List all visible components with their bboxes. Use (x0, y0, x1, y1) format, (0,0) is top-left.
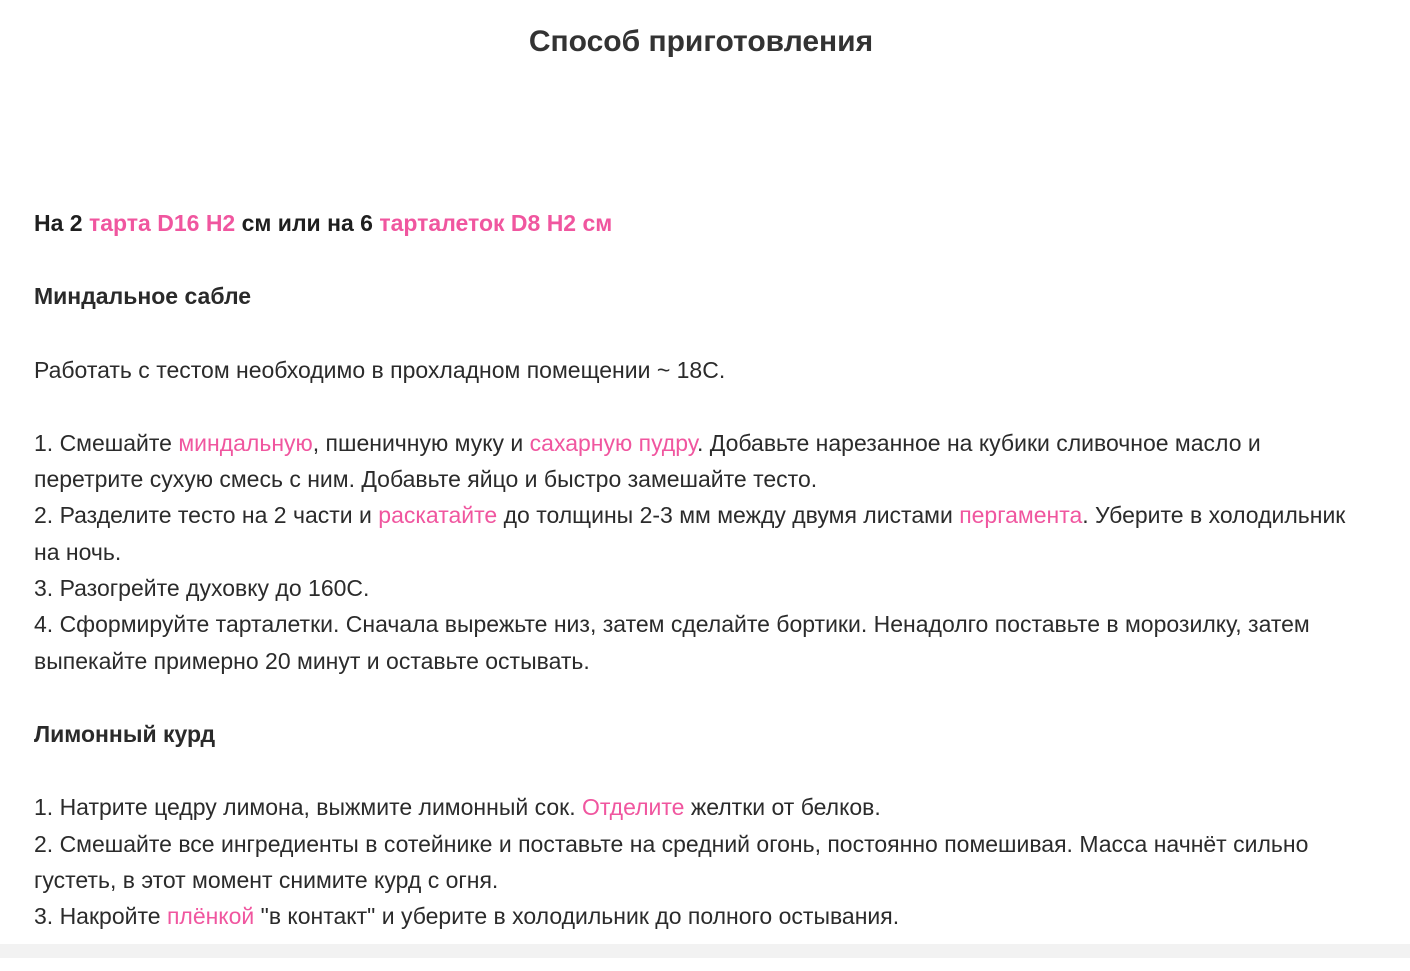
step-text: 3. Накройте (34, 903, 167, 930)
step-text: желтки от белков. (684, 794, 881, 821)
step-text: 2. Разделите тесто на 2 части и (34, 502, 379, 529)
yield-text-2: см или на 6 (235, 210, 380, 236)
sable-step-4: 4. Сформируйте тарталетки. Сначала вырежьте низ, затем сделайте бортики. Ненадолго поставьте в морозилку, затем выпекайте примерно 20 минут и оставьте остывать. (34, 611, 1310, 674)
sable-step-1 (34, 425, 1374, 498)
yield-text-1: На 2 (34, 210, 89, 236)
roll-out-link[interactable]: раскатайте (378, 502, 498, 529)
step-text: 1. Смешайте (34, 429, 179, 456)
cling-film-link[interactable]: плёнкой (166, 903, 255, 930)
parchment-link[interactable]: пергамента (959, 502, 1083, 529)
tartlet-size-link[interactable]: тарталеток D8 H2 см (379, 210, 613, 236)
powdered-sugar-link[interactable]: сахарную пудру (529, 429, 697, 456)
page-title: Способ приготовления (528, 25, 874, 58)
step-text: до толщины 2-3 мм между двумя листами (497, 502, 960, 529)
recipe-content (34, 205, 1374, 971)
curd-step-3 (34, 898, 1374, 934)
sable-intro: Работать с тестом необходимо в прохладном помещении ~ 18С. (34, 356, 726, 383)
tart-size-link[interactable]: тарта D16 H2 (88, 210, 236, 236)
almond-flour-link[interactable]: миндальную (178, 429, 313, 456)
bottom-edge (0, 944, 1410, 958)
step-text: "в контакт" и уберите в холодильник до полного остывания. (254, 903, 900, 930)
step-text: 1. Натрите цедру лимона, выжмите лимонный сок. (34, 794, 582, 821)
curd-step-1 (34, 789, 1374, 825)
curd-step-2: 2. Смешайте все ингредиенты в сотейнике и поставьте на средний огонь, постоянно помешивая. Масса начнёт сильно густеть, в этот момент снимите курд с огня. (34, 830, 1309, 893)
step-text: . Уберите в холодильник на ночь. (34, 502, 1346, 565)
curd-steps (34, 789, 1374, 934)
yield-line (34, 205, 1374, 241)
sable-steps (34, 425, 1374, 679)
separate-eggs-link[interactable]: Отделите (581, 794, 685, 821)
step-text: , пшеничную муку и (312, 429, 530, 456)
sable-step-2 (34, 497, 1374, 570)
sable-heading: Миндальное сабле (34, 283, 252, 310)
curd-heading: Лимонный курд (34, 720, 216, 747)
step-text: . Добавьте нарезанное на кубики сливочное масло и перетрите сухую смесь с ним. Добавьте яйцо и быстро замешайте тесто. (34, 429, 1261, 493)
sable-step-3: 3. Разогрейте духовку до 160С. (34, 575, 370, 602)
